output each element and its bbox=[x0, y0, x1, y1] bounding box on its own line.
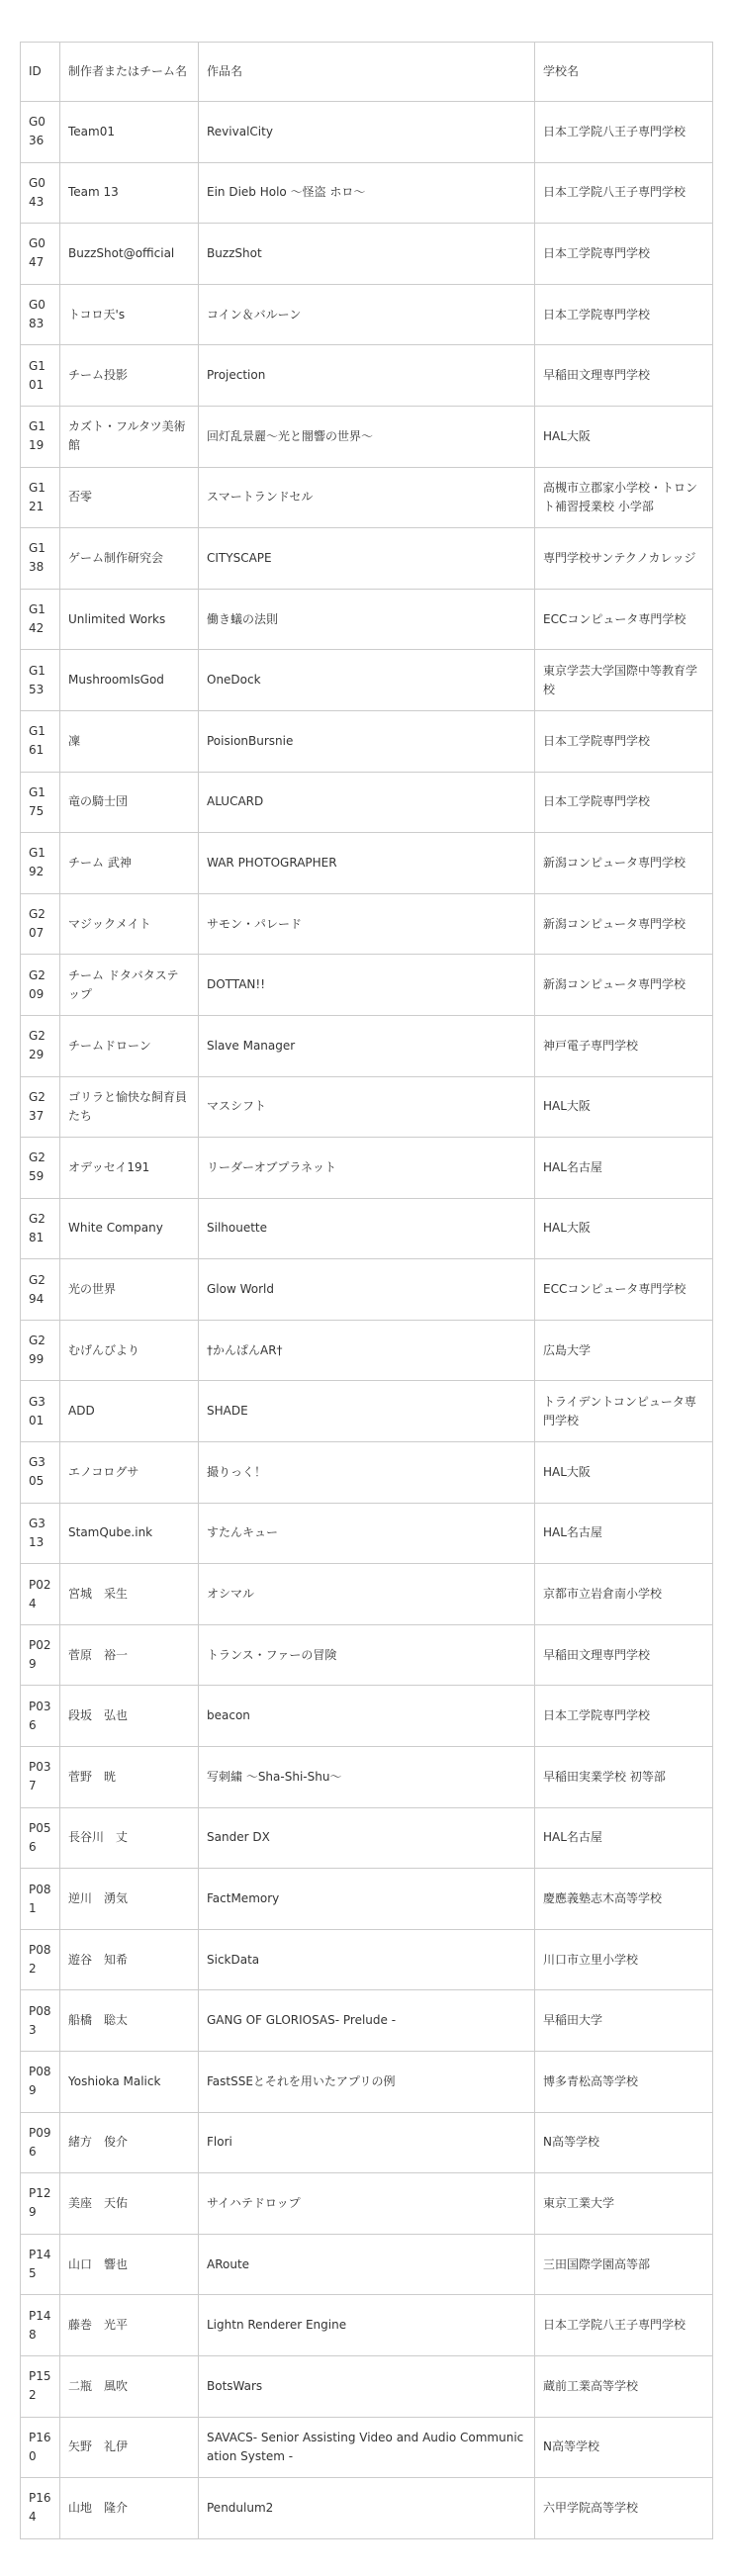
cell-school: 東京学芸大学国際中等教育学校 bbox=[535, 650, 713, 711]
cell-team: ゴリラと愉快な飼育員たち bbox=[60, 1076, 199, 1138]
cell-team: MushroomIsGod bbox=[60, 650, 199, 711]
cell-school: 早稲田大学 bbox=[535, 1990, 713, 2052]
cell-work: SAVACS- Senior Assisting Video and Audio Communication System - bbox=[199, 2417, 535, 2478]
table-row bbox=[21, 2355, 713, 2417]
cell-work: ARoute bbox=[199, 2234, 535, 2295]
cell-work: 写刺繍 ～Sha-Shi-Shu～ bbox=[199, 1747, 535, 1808]
cell-team: 否零 bbox=[60, 467, 199, 528]
table-row bbox=[21, 1990, 713, 2052]
cell-school: HAL大阪 bbox=[535, 1442, 713, 1504]
cell-work: †かんぱんAR† bbox=[199, 1320, 535, 1381]
cell-id: G175 bbox=[21, 772, 60, 833]
cell-team: 藤巻 光平 bbox=[60, 2295, 199, 2356]
header-id: ID bbox=[21, 43, 60, 102]
cell-school: ECCコンピュータ専門学校 bbox=[535, 589, 713, 650]
cell-team: マジックメイト bbox=[60, 893, 199, 955]
cell-id: P024 bbox=[21, 1564, 60, 1625]
cell-school: 三田国際学園高等部 bbox=[535, 2234, 713, 2295]
cell-school: HAL大阪 bbox=[535, 1198, 713, 1259]
cell-work: サイハテドロップ bbox=[199, 2173, 535, 2235]
cell-team: 菅原 裕一 bbox=[60, 1624, 199, 1686]
cell-school: 京都市立岩倉南小学校 bbox=[535, 1564, 713, 1625]
cell-school: 高槻市立郡家小学校・トロント補習授業校 小学部 bbox=[535, 467, 713, 528]
cell-school: 川口市立里小学校 bbox=[535, 1929, 713, 1990]
cell-id: G047 bbox=[21, 224, 60, 285]
table-row bbox=[21, 1807, 713, 1869]
cell-school: 専門学校サンテクノカレッジ bbox=[535, 528, 713, 590]
cell-school: 六甲学院高等学校 bbox=[535, 2478, 713, 2539]
cell-work: Flori bbox=[199, 2112, 535, 2173]
cell-team: Yoshioka Malick bbox=[60, 2052, 199, 2113]
cell-team: むげんびより bbox=[60, 1320, 199, 1381]
header-work: 作品名 bbox=[199, 43, 535, 102]
cell-team: BuzzShot@official bbox=[60, 224, 199, 285]
table-row bbox=[21, 1503, 713, 1564]
cell-team: 矢野 礼伊 bbox=[60, 2417, 199, 2478]
cell-team: チーム投影 bbox=[60, 345, 199, 407]
cell-school: 神戸電子専門学校 bbox=[535, 1015, 713, 1076]
cell-work: RevivalCity bbox=[199, 102, 535, 163]
cell-school: 日本工学院専門学校 bbox=[535, 710, 713, 772]
cell-team: チーム ドタバタステップ bbox=[60, 955, 199, 1016]
cell-team: 山地 隆介 bbox=[60, 2478, 199, 2539]
cell-team: 長谷川 丈 bbox=[60, 1807, 199, 1869]
cell-work: すたんキュー bbox=[199, 1503, 535, 1564]
cell-team: 二瓶 風吹 bbox=[60, 2355, 199, 2417]
cell-work: Lightn Renderer Engine bbox=[199, 2295, 535, 2356]
cell-school: トライデントコンピュータ専門学校 bbox=[535, 1381, 713, 1442]
cell-school: 広島大学 bbox=[535, 1320, 713, 1381]
table-row bbox=[21, 467, 713, 528]
cell-id: P029 bbox=[21, 1624, 60, 1686]
table-row bbox=[21, 1259, 713, 1321]
cell-team: 宮城 采生 bbox=[60, 1564, 199, 1625]
cell-work: Projection bbox=[199, 345, 535, 407]
cell-id: G313 bbox=[21, 1503, 60, 1564]
cell-work: Pendulum2 bbox=[199, 2478, 535, 2539]
table-row bbox=[21, 1320, 713, 1381]
table-row bbox=[21, 1138, 713, 1199]
cell-team: White Company bbox=[60, 1198, 199, 1259]
cell-team: 段坂 弘也 bbox=[60, 1686, 199, 1747]
table-row bbox=[21, 345, 713, 407]
cell-team: 山口 響也 bbox=[60, 2234, 199, 2295]
cell-school: 日本工学院八王子専門学校 bbox=[535, 102, 713, 163]
cell-team: 船橋 聡太 bbox=[60, 1990, 199, 2052]
cell-team: 光の世界 bbox=[60, 1259, 199, 1321]
cell-team: カズト・フルタツ美術館 bbox=[60, 406, 199, 467]
cell-id: G161 bbox=[21, 710, 60, 772]
cell-team: Team 13 bbox=[60, 162, 199, 224]
table-row bbox=[21, 650, 713, 711]
cell-work: CITYSCAPE bbox=[199, 528, 535, 590]
cell-id: G299 bbox=[21, 1320, 60, 1381]
cell-work: スマートランドセル bbox=[199, 467, 535, 528]
header-team: 制作者またはチーム名 bbox=[60, 43, 199, 102]
cell-team: 美座 天佑 bbox=[60, 2173, 199, 2235]
cell-work: Silhouette bbox=[199, 1198, 535, 1259]
cell-work: OneDock bbox=[199, 650, 535, 711]
cell-id: P129 bbox=[21, 2173, 60, 2235]
table-row bbox=[21, 2052, 713, 2113]
cell-school: HAL名古屋 bbox=[535, 1503, 713, 1564]
cell-id: P160 bbox=[21, 2417, 60, 2478]
cell-team: チームドローン bbox=[60, 1015, 199, 1076]
cell-school: 新潟コンピュータ専門学校 bbox=[535, 955, 713, 1016]
table-row bbox=[21, 1015, 713, 1076]
cell-id: P145 bbox=[21, 2234, 60, 2295]
cell-work: FactMemory bbox=[199, 1869, 535, 1930]
cell-id: P164 bbox=[21, 2478, 60, 2539]
cell-id: P056 bbox=[21, 1807, 60, 1869]
table-row bbox=[21, 2478, 713, 2539]
cell-work: コイン＆バルーン bbox=[199, 284, 535, 345]
table-row bbox=[21, 1564, 713, 1625]
table-body bbox=[21, 102, 713, 2539]
cell-school: 早稲田実業学校 初等部 bbox=[535, 1747, 713, 1808]
table-row bbox=[21, 284, 713, 345]
cell-id: P096 bbox=[21, 2112, 60, 2173]
cell-id: P083 bbox=[21, 1990, 60, 2052]
cell-id: G142 bbox=[21, 589, 60, 650]
header-row bbox=[21, 43, 713, 102]
cell-work: Glow World bbox=[199, 1259, 535, 1321]
cell-id: P148 bbox=[21, 2295, 60, 2356]
cell-school: 早稲田文理専門学校 bbox=[535, 1624, 713, 1686]
cell-team: 凜 bbox=[60, 710, 199, 772]
cell-school: N高等学校 bbox=[535, 2112, 713, 2173]
cell-id: G259 bbox=[21, 1138, 60, 1199]
cell-work: Slave Manager bbox=[199, 1015, 535, 1076]
table-row bbox=[21, 2417, 713, 2478]
cell-id: G121 bbox=[21, 467, 60, 528]
cell-id: G229 bbox=[21, 1015, 60, 1076]
cell-work: GANG OF GLORIOSAS- Prelude - bbox=[199, 1990, 535, 2052]
table-row bbox=[21, 2173, 713, 2235]
cell-team: エノコログサ bbox=[60, 1442, 199, 1504]
cell-school: 日本工学院専門学校 bbox=[535, 224, 713, 285]
table-row bbox=[21, 528, 713, 590]
table-row bbox=[21, 833, 713, 894]
cell-team: ゲーム制作研究会 bbox=[60, 528, 199, 590]
table-row bbox=[21, 2295, 713, 2356]
cell-school: 日本工学院専門学校 bbox=[535, 284, 713, 345]
cell-school: 日本工学院八王子専門学校 bbox=[535, 2295, 713, 2356]
cell-team: チーム 武神 bbox=[60, 833, 199, 894]
cell-school: 博多青松高等学校 bbox=[535, 2052, 713, 2113]
table-row bbox=[21, 710, 713, 772]
table-row bbox=[21, 2112, 713, 2173]
cell-work: SHADE bbox=[199, 1381, 535, 1442]
table-row bbox=[21, 1442, 713, 1504]
cell-team: Team01 bbox=[60, 102, 199, 163]
cell-id: G209 bbox=[21, 955, 60, 1016]
cell-work: BuzzShot bbox=[199, 224, 535, 285]
cell-work: 回灯乱景麗～光と闇響の世界～ bbox=[199, 406, 535, 467]
cell-school: 日本工学院八王子専門学校 bbox=[535, 162, 713, 224]
cell-id: P037 bbox=[21, 1747, 60, 1808]
cell-school: 慶應義塾志木高等学校 bbox=[535, 1869, 713, 1930]
cell-work: オシマル bbox=[199, 1564, 535, 1625]
table-row bbox=[21, 1381, 713, 1442]
cell-id: G294 bbox=[21, 1259, 60, 1321]
cell-id: P152 bbox=[21, 2355, 60, 2417]
cell-id: P081 bbox=[21, 1869, 60, 1930]
table-row bbox=[21, 1686, 713, 1747]
cell-team: StamQube.ink bbox=[60, 1503, 199, 1564]
cell-school: 蔵前工業高等学校 bbox=[535, 2355, 713, 2417]
cell-school: ECCコンピュータ専門学校 bbox=[535, 1259, 713, 1321]
cell-team: 竜の騎士団 bbox=[60, 772, 199, 833]
cell-id: G301 bbox=[21, 1381, 60, 1442]
cell-school: N高等学校 bbox=[535, 2417, 713, 2478]
header-school: 学校名 bbox=[535, 43, 713, 102]
cell-work: 働き蟻の法則 bbox=[199, 589, 535, 650]
cell-team: ADD bbox=[60, 1381, 199, 1442]
cell-work: WAR PHOTOGRAPHER bbox=[199, 833, 535, 894]
cell-id: G083 bbox=[21, 284, 60, 345]
table-header bbox=[21, 43, 713, 102]
cell-id: G138 bbox=[21, 528, 60, 590]
entries-table bbox=[20, 42, 713, 2539]
cell-school: 日本工学院専門学校 bbox=[535, 772, 713, 833]
table-row bbox=[21, 2234, 713, 2295]
cell-school: 早稲田文理専門学校 bbox=[535, 345, 713, 407]
cell-id: G281 bbox=[21, 1198, 60, 1259]
cell-school: HAL大阪 bbox=[535, 1076, 713, 1138]
table-row bbox=[21, 224, 713, 285]
cell-id: P082 bbox=[21, 1929, 60, 1990]
cell-id: G101 bbox=[21, 345, 60, 407]
cell-work: トランス・ファーの冒険 bbox=[199, 1624, 535, 1686]
table-row bbox=[21, 1747, 713, 1808]
cell-school: HAL名古屋 bbox=[535, 1807, 713, 1869]
cell-work: FastSSEとそれを用いたアプリの例 bbox=[199, 2052, 535, 2113]
cell-work: ALUCARD bbox=[199, 772, 535, 833]
cell-id: G043 bbox=[21, 162, 60, 224]
cell-team: Unlimited Works bbox=[60, 589, 199, 650]
cell-id: P089 bbox=[21, 2052, 60, 2113]
cell-work: リーダーオブプラネット bbox=[199, 1138, 535, 1199]
table-row bbox=[21, 1869, 713, 1930]
cell-team: 遊谷 知希 bbox=[60, 1929, 199, 1990]
cell-work: beacon bbox=[199, 1686, 535, 1747]
table-row bbox=[21, 1624, 713, 1686]
cell-team: オデッセイ191 bbox=[60, 1138, 199, 1199]
table-row bbox=[21, 893, 713, 955]
cell-id: G192 bbox=[21, 833, 60, 894]
cell-school: HAL大阪 bbox=[535, 406, 713, 467]
table-row bbox=[21, 1929, 713, 1990]
table-row bbox=[21, 1076, 713, 1138]
cell-id: G207 bbox=[21, 893, 60, 955]
cell-work: サモン・パレード bbox=[199, 893, 535, 955]
cell-work: DOTTAN!! bbox=[199, 955, 535, 1016]
cell-team: 緒方 俊介 bbox=[60, 2112, 199, 2173]
cell-id: G153 bbox=[21, 650, 60, 711]
table-row bbox=[21, 955, 713, 1016]
cell-team: 逆川 湧気 bbox=[60, 1869, 199, 1930]
cell-school: HAL名古屋 bbox=[535, 1138, 713, 1199]
cell-work: マスシフト bbox=[199, 1076, 535, 1138]
cell-id: G119 bbox=[21, 406, 60, 467]
cell-work: SickData bbox=[199, 1929, 535, 1990]
table-row bbox=[21, 162, 713, 224]
cell-school: 日本工学院専門学校 bbox=[535, 1686, 713, 1747]
cell-id: G305 bbox=[21, 1442, 60, 1504]
cell-id: G036 bbox=[21, 102, 60, 163]
cell-school: 新潟コンピュータ専門学校 bbox=[535, 893, 713, 955]
cell-work: BotsWars bbox=[199, 2355, 535, 2417]
table-row bbox=[21, 406, 713, 467]
cell-id: P036 bbox=[21, 1686, 60, 1747]
cell-school: 東京工業大学 bbox=[535, 2173, 713, 2235]
cell-work: Ein Dieb Holo ～怪盗 ホロ～ bbox=[199, 162, 535, 224]
cell-team: 菅野 晄 bbox=[60, 1747, 199, 1808]
table-row bbox=[21, 1198, 713, 1259]
table-row bbox=[21, 589, 713, 650]
cell-work: 撮りっく！ bbox=[199, 1442, 535, 1504]
table-row bbox=[21, 102, 713, 163]
cell-school: 新潟コンピュータ専門学校 bbox=[535, 833, 713, 894]
table-row bbox=[21, 772, 713, 833]
cell-work: PoisionBursnie bbox=[199, 710, 535, 772]
cell-team: トコロ天's bbox=[60, 284, 199, 345]
cell-id: G237 bbox=[21, 1076, 60, 1138]
cell-work: Sander DX bbox=[199, 1807, 535, 1869]
